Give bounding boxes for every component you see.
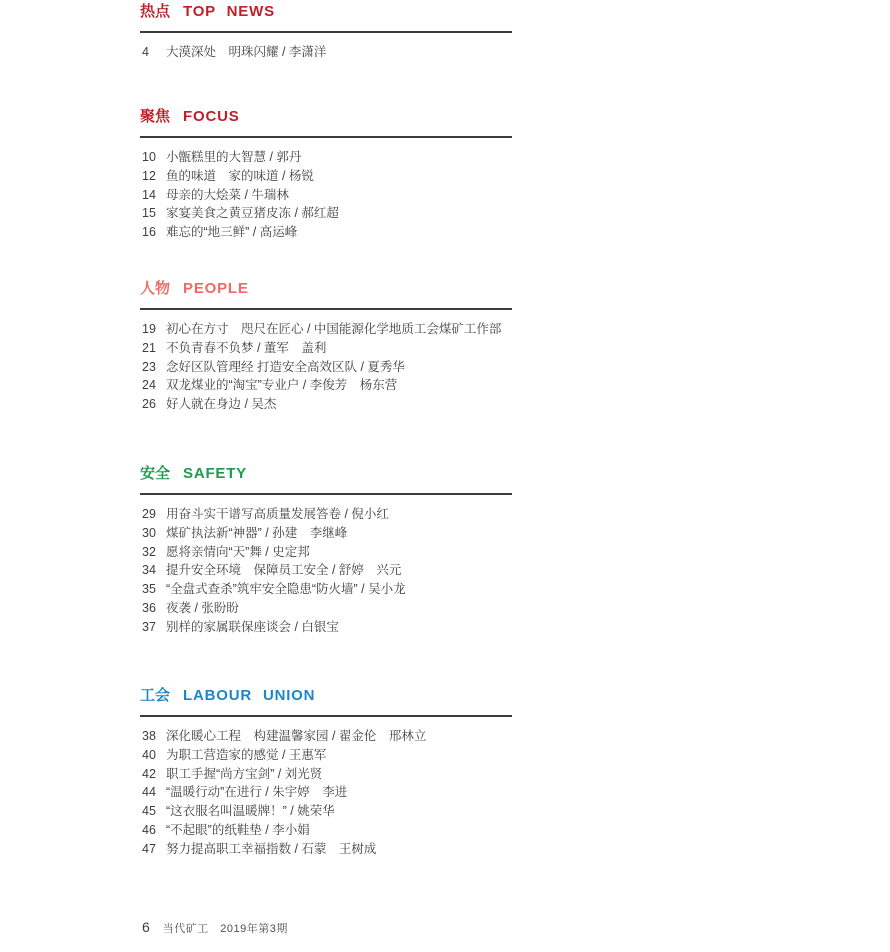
- entry-page-number: 21: [142, 340, 156, 355]
- entry-page-number: 47: [142, 841, 156, 856]
- toc-entry: [140, 167, 512, 186]
- entry-title: “不起眼”的纸鞋垫 / 李小娟: [166, 822, 310, 837]
- section-title-en: LABOUR UNION: [183, 687, 316, 704]
- toc-entry: [140, 376, 512, 395]
- toc-entry: [140, 618, 512, 637]
- section-title-zh: 安全: [140, 465, 171, 482]
- section-entry-list: [140, 148, 512, 242]
- entry-page-number: 37: [142, 619, 156, 634]
- page-footer: [142, 919, 288, 936]
- entry-page-number: 38: [142, 729, 156, 743]
- section-title-zh: 工会: [140, 687, 171, 704]
- entry-page-number: 14: [142, 187, 156, 202]
- toc-section: [140, 109, 512, 242]
- toc-entry: [140, 746, 512, 765]
- toc-entry: [140, 223, 512, 242]
- entry-title: 夜袭 / 张盼盼: [166, 600, 239, 615]
- section-heading: [140, 281, 512, 297]
- entry-page-number: 36: [142, 600, 156, 615]
- entry-title: 家宴美食之黄豆猪皮冻 / 郝红超: [166, 206, 339, 221]
- entry-page-number: 46: [142, 822, 156, 837]
- entry-title: 初心在方寸 咫尺在匠心 / 中国能源化学地质工会煤矿工作部: [166, 322, 502, 336]
- toc-entry: [140, 320, 512, 339]
- entry-title: 不负青春不负梦 / 董军 盖利: [166, 340, 327, 355]
- section-divider: [140, 308, 512, 310]
- section-divider: [140, 715, 512, 717]
- toc-entry: [140, 561, 512, 580]
- entry-title: 难忘的“地三鲜” / 高运峰: [166, 225, 298, 240]
- entry-title: 愿将亲情向“天”舞 / 史定邦: [166, 544, 310, 559]
- entry-title: 双龙煤业的“淘宝”专业户 / 李俊芳 杨东营: [166, 378, 398, 393]
- toc-entry: [140, 204, 512, 223]
- section-entry-list: [140, 43, 512, 62]
- toc-section: [140, 688, 512, 859]
- entry-page-number: 30: [142, 525, 156, 540]
- section-entry-list: [140, 727, 512, 859]
- section-title-en: SAFETY: [183, 465, 247, 482]
- entry-title: 小甑糕里的大智慧 / 郭丹: [166, 150, 302, 164]
- section-title-zh: 热点: [140, 3, 171, 20]
- section-divider: [140, 136, 512, 138]
- entry-title: 鱼的味道 家的味道 / 杨锐: [166, 168, 314, 183]
- toc-entry: [140, 821, 512, 840]
- toc-entry: [140, 802, 512, 821]
- entry-title: 大漠深处 明珠闪耀 / 李潇洋: [166, 45, 327, 59]
- section-title-en: FOCUS: [183, 108, 240, 125]
- toc-entry: [140, 599, 512, 618]
- entry-page-number: 4: [142, 45, 149, 59]
- entry-page-number: 26: [142, 397, 156, 412]
- toc-entry: [140, 358, 512, 377]
- section-title-en: PEOPLE: [183, 280, 249, 297]
- entry-page-number: 45: [142, 804, 156, 819]
- entry-page-number: 34: [142, 563, 156, 578]
- entry-page-number: 29: [142, 507, 156, 521]
- entry-title: 职工手握“尚方宝剑” / 刘光贤: [166, 766, 323, 781]
- entry-page-number: 10: [142, 150, 156, 164]
- entry-title: “这衣服名叫温暖牌！” / 姚荣华: [166, 804, 335, 819]
- toc-entry: [140, 765, 512, 784]
- toc-entry: [140, 148, 512, 167]
- toc-section: [140, 4, 512, 62]
- toc-entry: [140, 727, 512, 746]
- section-entry-list: [140, 505, 512, 637]
- entry-page-number: 15: [142, 206, 156, 221]
- section-heading: [140, 688, 512, 704]
- section-entry-list: [140, 320, 512, 414]
- entry-page-number: 32: [142, 544, 156, 559]
- entry-page-number: 40: [142, 747, 156, 762]
- section-heading: [140, 4, 512, 20]
- section-title-zh: 人物: [140, 280, 171, 297]
- footer-journal-issue: 当代矿工 2019年第3期: [162, 923, 288, 935]
- entry-page-number: 42: [142, 766, 156, 781]
- section-divider: [140, 493, 512, 495]
- entry-title: 好人就在身边 / 吴杰: [166, 397, 277, 412]
- entry-page-number: 24: [142, 378, 156, 393]
- toc-entry: [140, 543, 512, 562]
- section-heading: [140, 466, 512, 482]
- entry-title: 努力提高职工幸福指数 / 石蒙 王树成: [166, 841, 377, 856]
- toc-entry: [140, 43, 512, 62]
- section-title-zh: 聚焦: [140, 108, 171, 125]
- entry-title: 为职工营造家的感觉 / 王惠军: [166, 747, 327, 762]
- toc-section: [140, 281, 512, 414]
- toc-entry: [140, 840, 512, 859]
- entry-page-number: 44: [142, 785, 156, 800]
- toc-entry: [140, 395, 512, 414]
- section-heading: [140, 109, 512, 125]
- entry-title: 别样的家属联保座谈会 / 白银宝: [166, 619, 339, 634]
- entry-title: 用奋斗实干谱写高质量发展答卷 / 倪小红: [166, 507, 389, 521]
- entry-title: 煤矿执法新“神器” / 孙建 李继峰: [166, 525, 348, 540]
- section-divider: [140, 31, 512, 33]
- entry-title: “温暖行动”在进行 / 朱宇婷 李进: [166, 785, 348, 800]
- entry-page-number: 23: [142, 359, 156, 374]
- entry-page-number: 12: [142, 168, 156, 183]
- entry-page-number: 19: [142, 322, 156, 336]
- toc-section: [140, 466, 512, 637]
- entry-title: 深化暖心工程 构建温馨家园 / 翟金伦 邢林立: [166, 729, 427, 743]
- section-title-en: TOP NEWS: [183, 3, 275, 20]
- toc-entry: [140, 186, 512, 205]
- toc-entry: [140, 339, 512, 358]
- entry-page-number: 16: [142, 225, 156, 240]
- toc-entry: [140, 783, 512, 802]
- toc-entry: [140, 580, 512, 599]
- entry-title: “全盘式查杀”筑牢安全隐患“防火墙” / 吴小龙: [166, 582, 406, 597]
- toc-entry: [140, 524, 512, 543]
- entry-title: 提升安全环境 保障员工安全 / 舒婷 兴元: [166, 563, 402, 578]
- footer-page-number: 6: [142, 919, 150, 935]
- entry-title: 母亲的大烩菜 / 牛瑞林: [166, 187, 289, 202]
- toc-entry: [140, 505, 512, 524]
- entry-page-number: 35: [142, 582, 156, 597]
- entry-title: 念好区队管理经 打造安全高效区队 / 夏秀华: [166, 359, 405, 374]
